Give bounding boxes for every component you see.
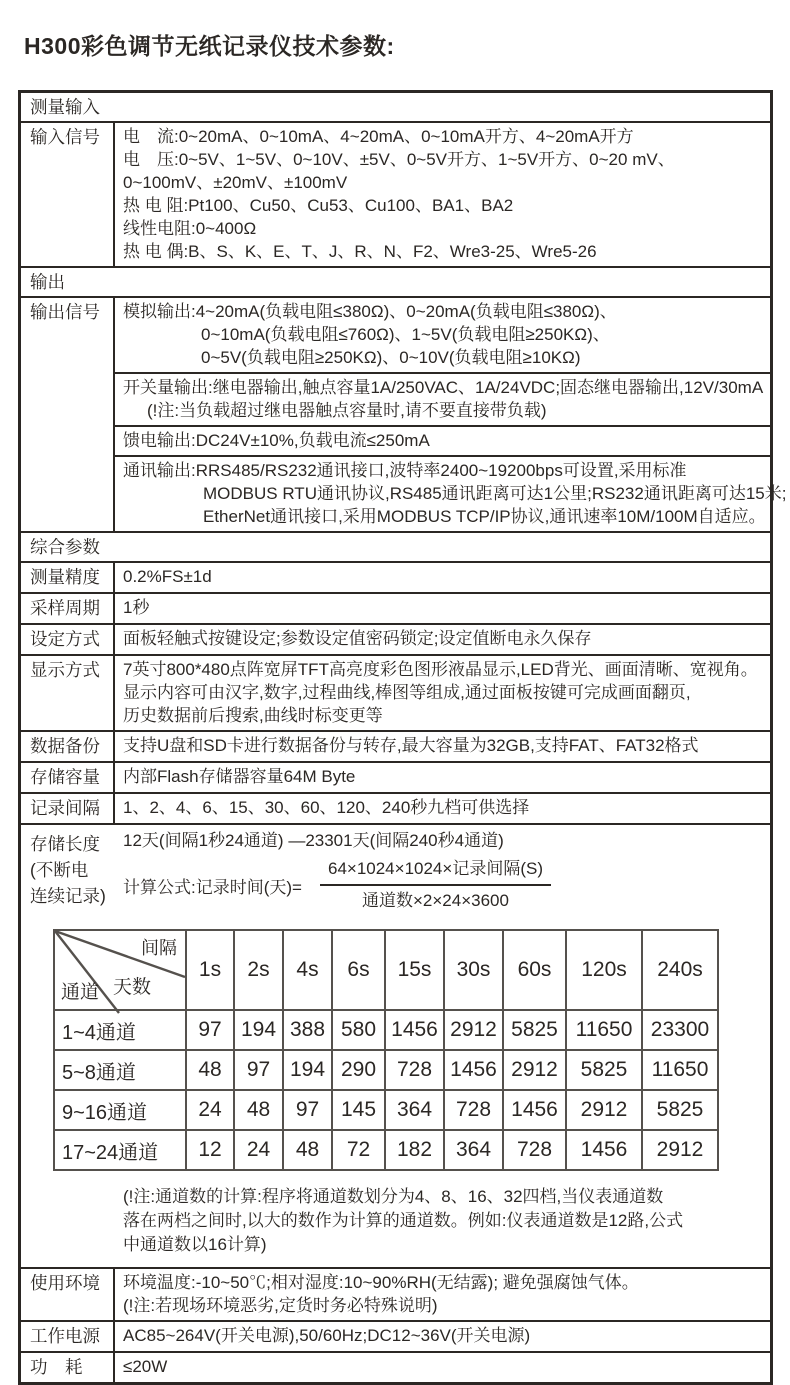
section-row: [21, 531, 770, 561]
days-value-cell: 48: [185, 1051, 233, 1089]
days-value-cell: 2912: [443, 1011, 502, 1049]
spec-row: [21, 1267, 770, 1320]
record-days-row: [55, 1049, 717, 1089]
interval-header-cell: 2s: [233, 931, 282, 1009]
record-days-table: [53, 929, 719, 1171]
content-line: 内部Flash存储器容量64M Byte: [123, 767, 356, 786]
spec-content: [115, 763, 770, 792]
days-value-cell: 2912: [502, 1051, 565, 1089]
spec-content: [115, 1269, 770, 1320]
days-value-cell: 1456: [502, 1091, 565, 1129]
content-line: 通讯输出:RRS485/RS232通讯接口,波特率2400~19200bps可设置,采用标准: [123, 461, 687, 480]
days-value-cell: 24: [185, 1091, 233, 1129]
days-value-cell: 194: [282, 1051, 331, 1089]
record-days-row: [55, 1129, 717, 1169]
channel-range-cell: 1~4通道: [62, 1021, 136, 1044]
spec-content: [115, 1353, 770, 1382]
content-block: [115, 563, 770, 591]
days-value-cell: 5825: [641, 1091, 717, 1129]
days-value-cell: 364: [443, 1131, 502, 1169]
spec-row: [21, 296, 787, 531]
spec-label: 记录间隔: [21, 794, 115, 823]
corner-label-channels: 通道: [61, 982, 100, 1003]
content-line: 1秒: [123, 598, 150, 617]
spec-label: 数据备份: [21, 732, 115, 761]
content-block: [115, 656, 770, 730]
content-block: [115, 732, 770, 760]
storage-length-row: [21, 823, 770, 1267]
content-block: [115, 372, 770, 425]
formula-denominator: 通道数×2×24×3600: [362, 891, 509, 910]
content-line: 电 流:0~20mA、0~10mA、4~20mA、0~10mA开方、4~20mA开方: [123, 127, 634, 146]
days-value-cell: 5825: [565, 1051, 641, 1089]
content-line: 0~5V(负载电阻≥250KΩ)、0~10V(负载电阻≥10KΩ): [201, 348, 581, 367]
content-line: EtherNet通讯接口,采用MODBUS TCP/IP协议,通讯速率10M/100M自适应。: [203, 507, 766, 526]
days-value-cell: 1456: [384, 1011, 443, 1049]
spec-content: [115, 794, 770, 823]
spec-row: [21, 561, 770, 592]
content-line: 热 电 偶:B、S、K、E、T、J、R、N、F2、Wre3-25、Wre5-26: [123, 242, 597, 261]
interval-header-cell: 30s: [443, 931, 502, 1009]
content-line: (!注:若现场环境恶劣,定货时务必特殊说明): [123, 1296, 438, 1315]
content-block: [115, 298, 770, 372]
note-line: 落在两档之间时,以大的数作为计算的通道数。例如:仪表通道数是12路,公式: [123, 1211, 684, 1230]
days-value-cell: 1456: [443, 1051, 502, 1089]
content-line: 0~100mV、±20mV、±100mV: [123, 173, 348, 192]
section-row: [21, 266, 770, 296]
content-line: 面板轻触式按键设定;参数设定值密码锁定;设定值断电永久保存: [123, 629, 592, 648]
days-value-cell: 97: [282, 1091, 331, 1129]
days-value-cell: 48: [233, 1091, 282, 1129]
corner-label-interval: 间隔: [141, 938, 177, 958]
note-line: 中通道数以16计算): [123, 1235, 267, 1254]
spec-content: [115, 123, 770, 266]
section-row: [21, 93, 770, 121]
content-line: 0.2%FS±1d: [123, 567, 212, 586]
content-line: AC85~264V(开关电源),50/60Hz;DC12~36V(开关电源): [123, 1326, 531, 1345]
days-value-cell: 24: [233, 1131, 282, 1169]
content-line: 历史数据前后搜索,曲线时标变更等: [123, 706, 383, 725]
content-line: 1、2、4、6、15、30、60、120、240秒九档可供选择: [123, 798, 530, 817]
days-value-cell: 11650: [565, 1011, 641, 1049]
content-line: 支持U盘和SD卡进行数据备份与转存,最大容量为32GB,支持FAT、FAT32格式: [123, 736, 699, 755]
days-value-cell: 290: [331, 1051, 384, 1089]
formula-numerator: 64×1024×1024×记录间隔(S): [320, 857, 551, 886]
days-value-cell: 580: [331, 1011, 384, 1049]
channel-range-cell: 17~24通道: [62, 1141, 159, 1164]
content-line: 线性电阻:0~400Ω: [123, 219, 257, 238]
days-value-cell: 2912: [565, 1091, 641, 1129]
storage-label-line: 连续记录): [30, 886, 106, 906]
spec-content: [115, 594, 770, 623]
formula-fraction: [320, 857, 551, 913]
record-days-range: 12天(间隔1秒24通道) —23301天(间隔240秒4通道): [123, 831, 504, 850]
interval-header-cell: 1s: [185, 931, 233, 1009]
channel-range-cell: 5~8通道: [62, 1061, 136, 1084]
storage-label: [30, 831, 106, 909]
content-line: MODBUS RTU通讯协议,RS485通讯距离可达1公里;RS232通讯距离可达15米;: [203, 484, 787, 503]
spec-row: [21, 1320, 770, 1351]
record-days-header-row: [55, 931, 717, 1009]
spec-content: [115, 625, 770, 654]
days-value-cell: 97: [185, 1011, 233, 1049]
interval-header-cell: 4s: [282, 931, 331, 1009]
days-value-cell: 23300: [641, 1011, 717, 1049]
note-line: (!注:通道数的计算:程序将通道数划分为4、8、16、32四档,当仪表通道数: [123, 1187, 664, 1206]
content-block: [115, 455, 787, 531]
interval-header-cell: 6s: [331, 931, 384, 1009]
spec-content: [115, 656, 770, 730]
days-value-cell: 194: [233, 1011, 282, 1049]
spec-label: 输出信号: [21, 298, 115, 531]
spec-label: 存储容量: [21, 763, 115, 792]
spec-row: [21, 654, 770, 730]
storage-label-line: (不断电: [30, 860, 89, 880]
spec-label: 功 耗: [21, 1353, 115, 1382]
spec-row: [21, 623, 770, 654]
interval-header-cell: 15s: [384, 931, 443, 1009]
content-block: [115, 763, 770, 791]
channel-range-cell: 9~16通道: [62, 1101, 148, 1124]
corner-label-days: 天数: [113, 977, 152, 998]
content-block: [115, 425, 770, 455]
spec-content: [115, 1322, 770, 1351]
interval-header-cell: 60s: [502, 931, 565, 1009]
days-value-cell: 364: [384, 1091, 443, 1129]
record-days-row: [55, 1089, 717, 1129]
content-block: [115, 1322, 770, 1350]
spec-row: [21, 1351, 770, 1382]
spec-row: [21, 592, 770, 623]
days-value-cell: 5825: [502, 1011, 565, 1049]
section-label: 输出: [30, 272, 65, 292]
content-line: ≤20W: [123, 1357, 168, 1376]
interval-header-cell: 240s: [641, 931, 717, 1009]
days-value-cell: 97: [233, 1051, 282, 1089]
content-block: [115, 123, 770, 266]
content-block: [115, 1353, 770, 1381]
spec-label: 采样周期: [21, 594, 115, 623]
record-days-row: [55, 1009, 717, 1049]
content-block: [115, 1269, 770, 1320]
days-value-cell: 145: [331, 1091, 384, 1129]
content-line: 显示内容可由汉字,数字,过程曲线,棒图等组成,通过面板按键可完成画面翻页,: [123, 683, 691, 702]
spec-label: 输入信号: [21, 123, 115, 266]
channel-count-note: [123, 1185, 770, 1257]
days-value-cell: 388: [282, 1011, 331, 1049]
days-value-cell: 1456: [565, 1131, 641, 1169]
spec-row: [21, 761, 770, 792]
content-line: 电 压:0~5V、1~5V、0~10V、±5V、0~5V开方、1~5V开方、0~20 mV、: [123, 150, 675, 169]
content-block: [115, 794, 770, 822]
days-value-cell: 728: [502, 1131, 565, 1169]
storage-label-line: 存储长度: [30, 834, 100, 854]
days-value-cell: 2912: [641, 1131, 717, 1169]
content-line: 7英寸800*480点阵宽屏TFT高亮度彩色图形液晶显示,LED背光、画面清晰、宽视角。: [123, 660, 758, 679]
content-block: [115, 594, 770, 622]
spec-table: [18, 90, 787, 1385]
days-value-cell: 728: [384, 1051, 443, 1089]
spec-row: [21, 730, 770, 761]
spec-row: [21, 121, 770, 266]
section-label: 测量输入: [30, 97, 100, 117]
content-line: (!注:当负载超过继电器触点容量时,请不要直接带负载): [147, 401, 547, 420]
page-title: H300彩色调节无纸记录仪技术参数:: [24, 33, 395, 59]
spec-label: 测量精度: [21, 563, 115, 592]
table-corner-cell: [55, 931, 185, 1009]
interval-header-cell: 120s: [565, 931, 641, 1009]
spec-content: [115, 732, 770, 761]
spec-label: 工作电源: [21, 1322, 115, 1351]
days-value-cell: 48: [282, 1131, 331, 1169]
content-block: [115, 625, 770, 653]
content-line: 环境温度:-10~50℃;相对湿度:10~90%RH(无结露); 避免强腐蚀气体。: [123, 1273, 639, 1292]
formula-prefix: 计算公式:记录时间(天)=: [123, 877, 302, 897]
days-value-cell: 728: [443, 1091, 502, 1129]
content-line: 0~10mA(负载电阻≤760Ω)、1~5V(负载电阻≥250KΩ)、: [201, 325, 610, 344]
record-time-formula: [123, 857, 770, 913]
spec-content: [115, 563, 770, 592]
spec-row: [21, 792, 770, 823]
days-value-cell: 11650: [641, 1051, 717, 1089]
content-line: 馈电输出:DC24V±10%,负载电流≤250mA: [123, 431, 430, 450]
days-value-cell: 72: [331, 1131, 384, 1169]
section-label: 综合参数: [30, 537, 100, 557]
content-line: 模拟输出:4~20mA(负载电阻≤380Ω)、0~20mA(负载电阻≤380Ω)、: [123, 302, 617, 321]
days-value-cell: 182: [384, 1131, 443, 1169]
content-line: 热 电 阻:Pt100、Cu50、Cu53、Cu100、BA1、BA2: [123, 196, 514, 215]
content-line: 开关量输出:继电器输出,触点容量1A/250VAC、1A/24VDC;固态继电器输出,12V/30mA: [123, 378, 764, 397]
days-value-cell: 12: [185, 1131, 233, 1169]
spec-label: 显示方式: [21, 656, 115, 730]
spec-content: [115, 298, 787, 531]
spec-label: 使用环境: [21, 1269, 115, 1320]
spec-label: 设定方式: [21, 625, 115, 654]
